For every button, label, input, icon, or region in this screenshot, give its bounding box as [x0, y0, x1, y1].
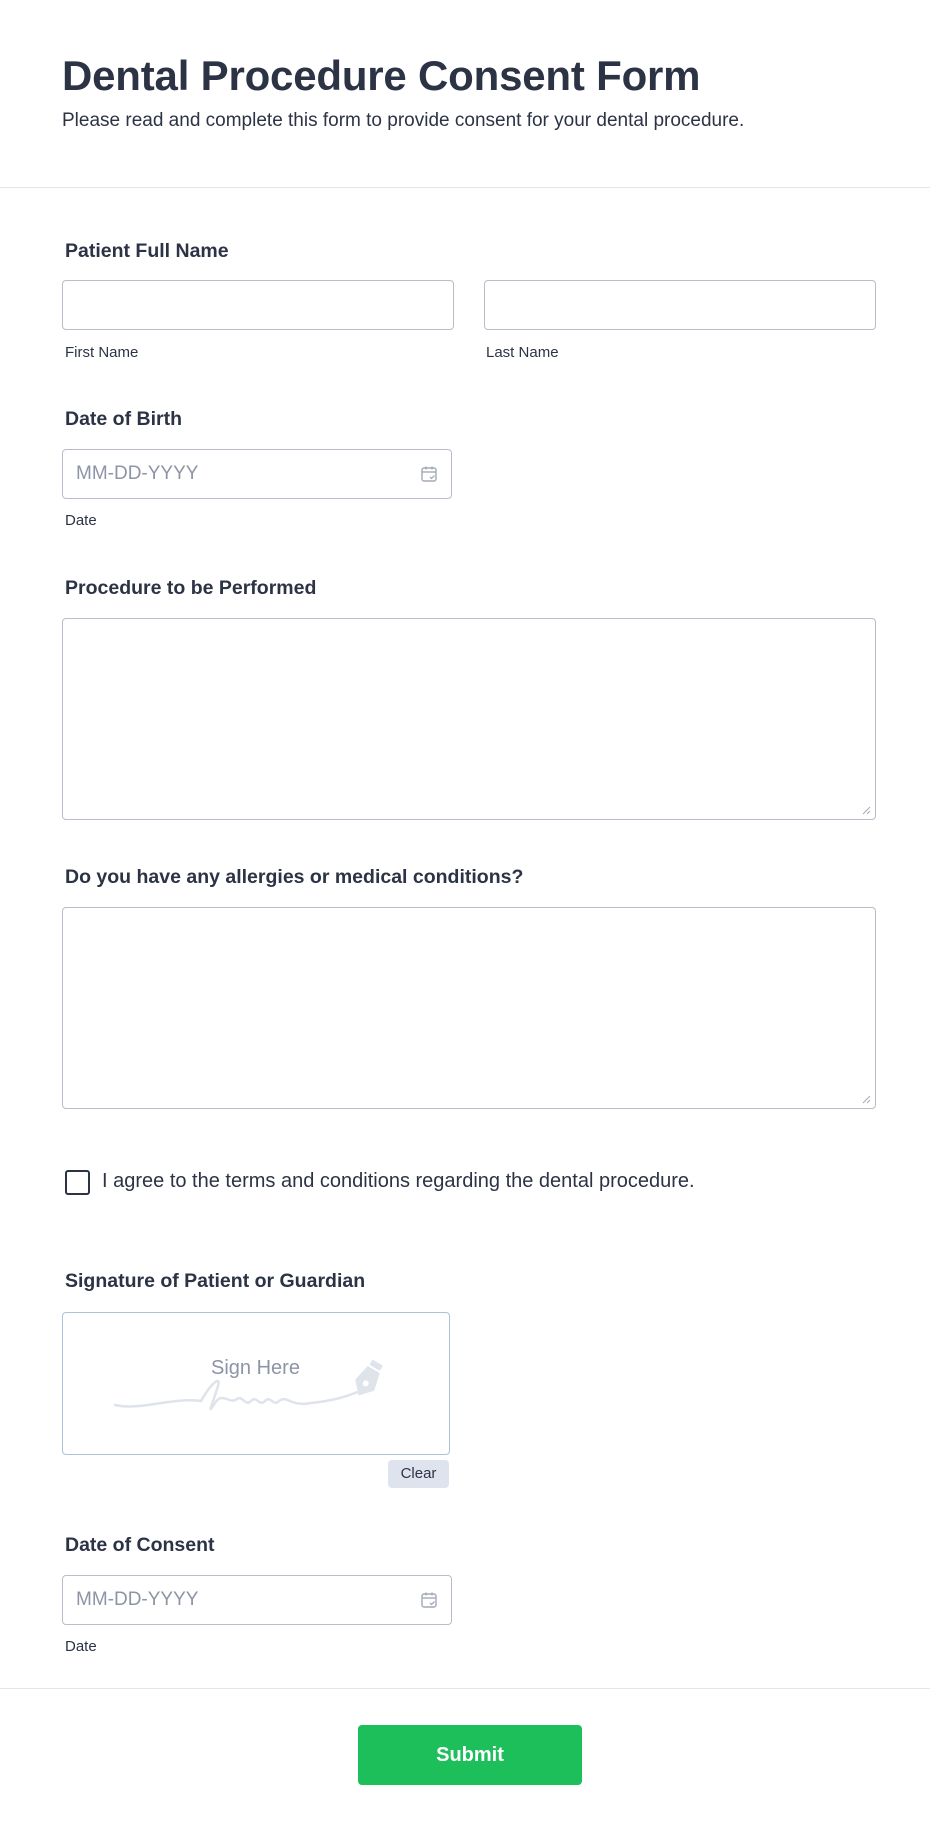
patient-name-label: Patient Full Name — [65, 240, 229, 262]
terms-label[interactable]: I agree to the terms and conditions regarding the dental procedure. — [102, 1170, 695, 1192]
allergies-textarea[interactable] — [62, 907, 876, 1109]
procedure-label: Procedure to be Performed — [65, 577, 317, 599]
terms-checkbox[interactable] — [65, 1170, 90, 1195]
dob-placeholder: MM-DD-YYYY — [76, 463, 199, 484]
first-name-input[interactable] — [62, 280, 454, 330]
calendar-icon[interactable] — [420, 1591, 438, 1609]
dob-label: Date of Birth — [65, 408, 182, 430]
consent-date-placeholder: MM-DD-YYYY — [76, 1589, 199, 1610]
procedure-textarea[interactable] — [62, 618, 876, 820]
signature-label: Signature of Patient or Guardian — [65, 1270, 366, 1292]
submit-button[interactable]: Submit — [358, 1725, 582, 1785]
footer-divider — [0, 1688, 930, 1689]
dob-sublabel: Date — [65, 512, 97, 529]
form-subtitle: Please read and complete this form to provide consent for your dental procedure. — [62, 110, 745, 131]
allergies-label: Do you have any allergies or medical conditions? — [65, 866, 524, 888]
clear-signature-button[interactable]: Clear — [388, 1460, 449, 1488]
sign-here-text: Sign Here — [211, 1357, 300, 1379]
signature-pad[interactable] — [62, 1312, 450, 1455]
last-name-sublabel: Last Name — [486, 344, 559, 361]
dob-input[interactable] — [62, 449, 452, 499]
resize-grip-icon[interactable] — [862, 1095, 871, 1104]
consent-date-label: Date of Consent — [65, 1534, 215, 1556]
form-header — [0, 0, 930, 188]
consent-date-sublabel: Date — [65, 1638, 97, 1655]
last-name-input[interactable] — [484, 280, 876, 330]
resize-grip-icon[interactable] — [862, 806, 871, 815]
calendar-icon[interactable] — [420, 465, 438, 483]
first-name-sublabel: First Name — [65, 344, 139, 361]
consent-date-input[interactable] — [62, 1575, 452, 1625]
form-title: Dental Procedure Consent Form — [62, 52, 701, 99]
